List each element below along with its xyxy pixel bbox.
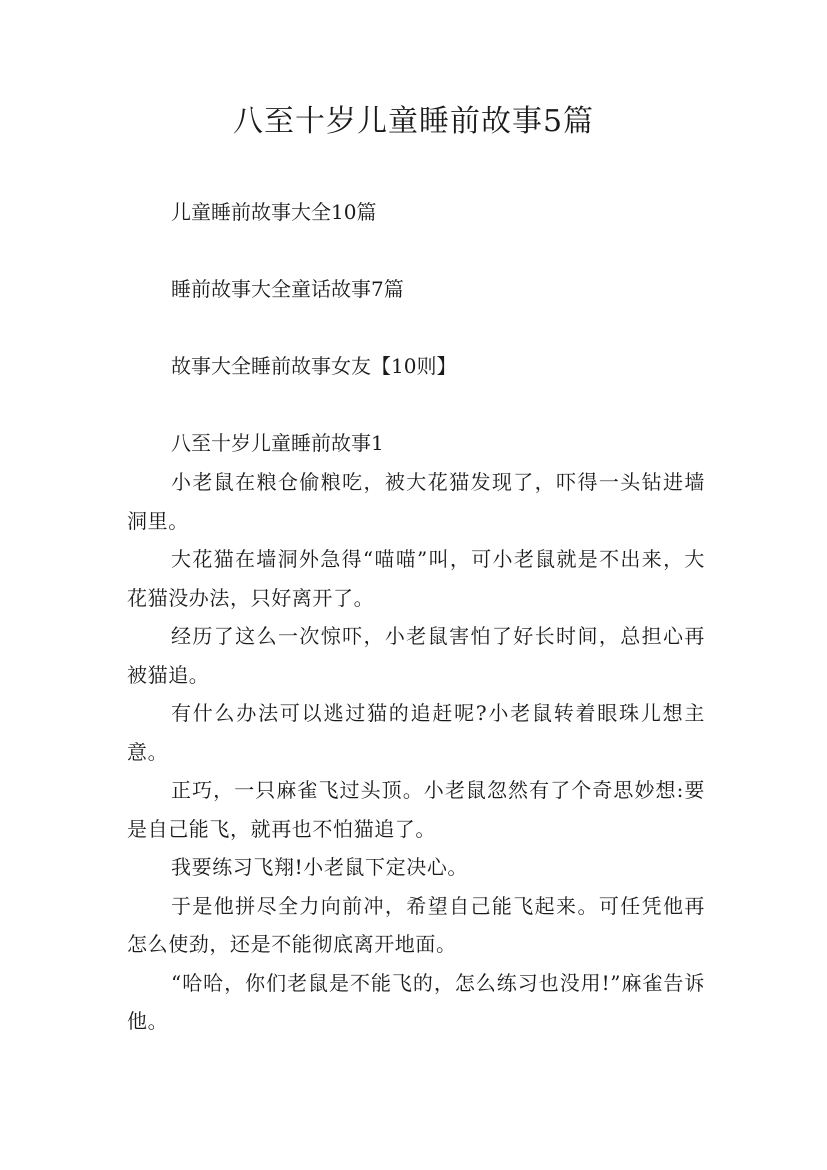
story-paragraph: 于是他拼尽全力向前冲，希望自己能飞起来。可任凭他再怎么使劲，还是不能彻底离开地面。 [127, 893, 705, 956]
story-paragraph: 正巧，一只麻雀飞过头顶。小老鼠忽然有了个奇思妙想:要是自己能飞，就再也不怕猫追了。 [127, 778, 705, 841]
document-title: 八至十岁儿童睡前故事5篇 [232, 104, 595, 139]
story-paragraph: 大花猫在墙洞外急得“喵喵”叫，可小老鼠就是不出来，大花猫没办法，只好离开了。 [127, 547, 705, 610]
story-paragraph: 小老鼠在粮仓偷粮吃，被大花猫发现了，吓得一头钻进墙洞里。 [127, 470, 705, 533]
story-paragraph: 经历了这么一次惊吓，小老鼠害怕了好长时间，总担心再被猫追。 [127, 624, 705, 687]
story-body [127, 463, 705, 1041]
related-link[interactable]: 睡前故事大全童话故事7篇 [171, 277, 404, 301]
related-link[interactable]: 儿童睡前故事大全10篇 [171, 200, 377, 224]
story-paragraph: 我要练习飞翔!小老鼠下定决心。 [171, 855, 469, 879]
story-heading: 八至十岁儿童睡前故事1 [171, 431, 384, 455]
story-paragraph: 有什么办法可以逃过猫的追赶呢?小老鼠转着眼珠儿想主意。 [127, 701, 705, 764]
related-link[interactable]: 故事大全睡前故事女友【10则】 [171, 354, 457, 378]
story-paragraph: “哈哈，你们老鼠是不能飞的，怎么练习也没用!”麻雀告诉他。 [127, 970, 705, 1033]
related-links-list [171, 192, 456, 423]
